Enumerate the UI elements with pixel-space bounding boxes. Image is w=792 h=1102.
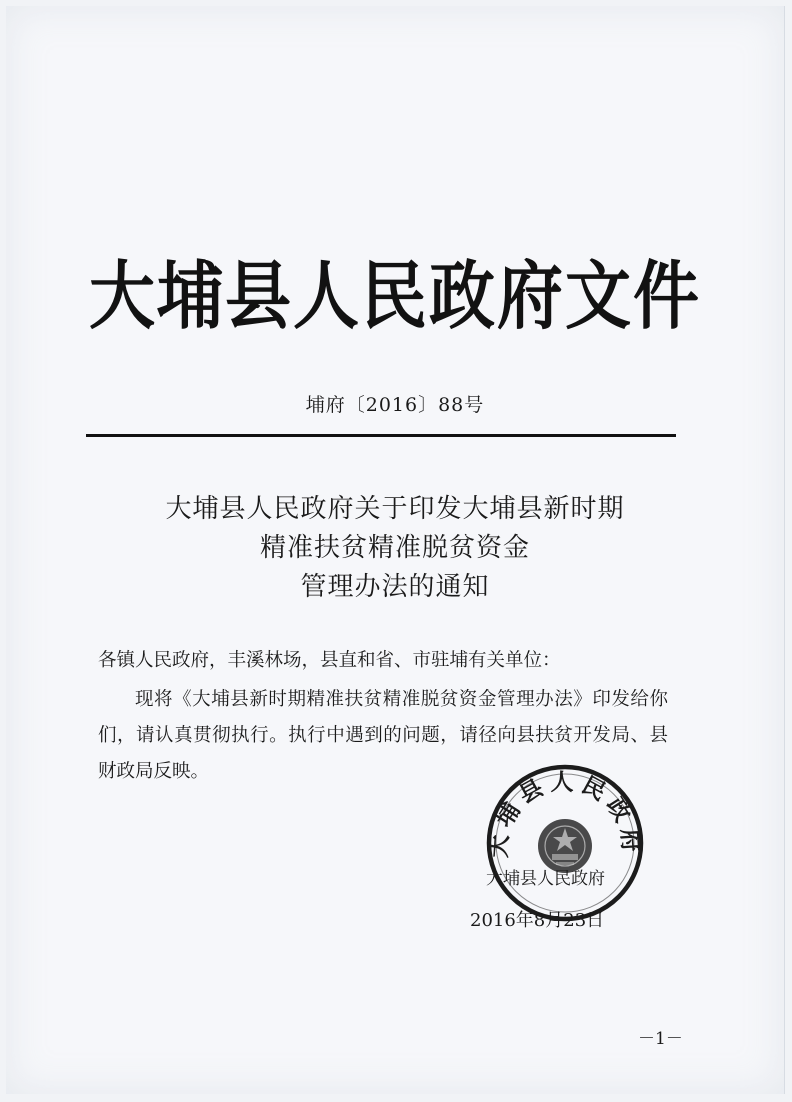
svg-text:大埔县人民政府: 大埔县人民政府 [485,768,645,859]
title-line-1: 大埔县人民政府关于印发大埔县新时期 [165,494,625,524]
document-number: 埔府〔2016〕88号 [305,394,485,416]
signing-authority: 大埔县人民政府 [486,869,605,889]
salutation: 各镇人民政府，丰溪林场，县直和省、市驻埔有关单位： [98,650,561,671]
notice-title [6,490,784,607]
masthead-divider [86,434,676,437]
title-line-3: 管理办法的通知 [300,572,490,602]
body-paragraph: 现将《大埔县新时期精准扶贫精准脱贫资金管理办法》印发给你们，请认真贯彻执行。执行中遇到的问题，请径向县扶贫开发局、县财政局反映。 [98,689,668,782]
signing-date: 2016年8月23日 [470,910,605,931]
masthead-title: 大埔县人民政府文件 [89,251,701,340]
document-page [6,6,785,1094]
official-seal-icon [484,762,646,924]
page-number: －1－ [638,1029,683,1049]
title-line-2: 精准扶贫精准脱贫资金 [259,533,530,563]
